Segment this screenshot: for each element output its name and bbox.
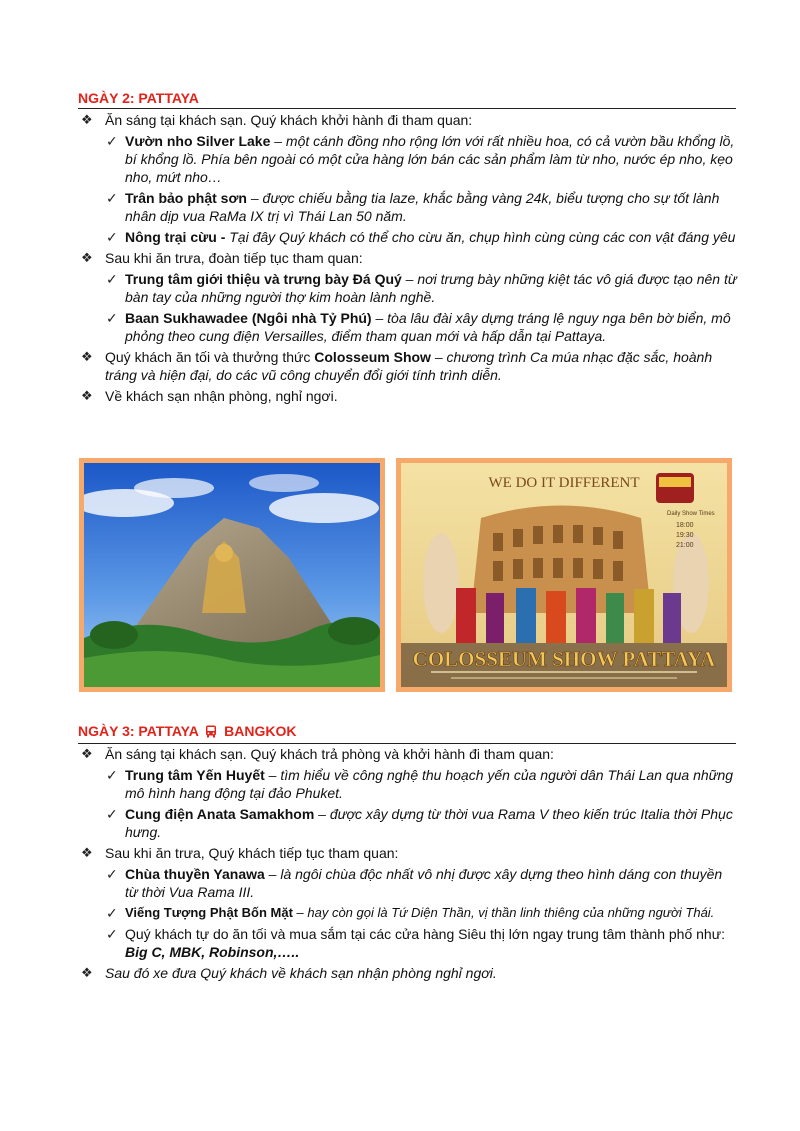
colosseum-show-poster xyxy=(396,458,732,692)
diamond-bullet-icon: ❖ xyxy=(81,349,93,364)
checkmark-icon: ✓ xyxy=(106,310,118,326)
list-item: ✓ Vườn nho Silver Lake – một cánh đồng nho rộng lớn với rất nhiều hoa, có cả vườn bầu khổng lồ, bí khổng lồ. Phía bên ngoài có một cửa hàng lớn bán các sản phẩm làm từ nho, nước ép nho, kẹo nho, mứt nho… xyxy=(106,133,735,185)
day2-heading: NGÀY 2: PATTAYA xyxy=(78,90,736,109)
bus-icon xyxy=(205,725,217,741)
checkmark-icon: ✓ xyxy=(106,926,118,942)
poster-tagline: WE DO IT DIFFERENT xyxy=(488,475,640,491)
list-item: ❖ Sau khi ăn trưa, Quý khách tiếp tục tham quan: xyxy=(81,845,399,861)
checkmark-icon: ✓ xyxy=(106,806,118,822)
list-item: ❖ Sau đó xe đưa Quý khách về khách sạn nhận phòng nghỉ ngơi. xyxy=(81,965,497,981)
checkmark-icon: ✓ xyxy=(106,133,118,149)
list-item: ✓ Viếng Tượng Phật Bốn Mặt – hay còn gọi là Tứ Diện Thần, vị thần linh thiêng của những người Thái. xyxy=(106,905,715,921)
checkmark-icon: ✓ xyxy=(106,271,118,287)
list-item: ❖ Sau khi ăn trưa, đoàn tiếp tục tham quan: xyxy=(81,250,363,266)
checkmark-icon: ✓ xyxy=(106,767,118,783)
checkmark-icon: ✓ xyxy=(106,905,118,921)
checkmark-icon: ✓ xyxy=(106,866,118,882)
day3-heading: NGÀY 3: PATTAYA BANGKOK xyxy=(78,723,736,744)
poster-times-label: Daily Show Times xyxy=(667,511,715,517)
poster-time: 18:00 xyxy=(676,522,694,529)
diamond-bullet-icon: ❖ xyxy=(81,250,93,265)
list-item: ✓ Cung điện Anata Samakhom – được xây dựng từ thời vua Rama V theo kiến trúc Italia thời Phục hưng. xyxy=(106,806,733,840)
list-item: ❖ Ăn sáng tại khách sạn. Quý khách khởi hành đi tham quan: xyxy=(81,112,473,128)
list-item: ❖ Quý khách ăn tối và thưởng thức Colosseum Show – chương trình Ca múa nhạc đặc sắc, hoành tráng và hiện đại, do các vũ công chuyển đổi giới tính trình diễn. xyxy=(81,349,713,383)
list-item: ✓ Chùa thuyền Yanawa – là ngôi chùa độc nhất vô nhị được xây dựng theo hình dáng con thuyền từ thời Vua Rama III. xyxy=(106,866,723,900)
day2-section xyxy=(78,111,738,408)
list-item: ✓ Baan Sukhawadee (Ngôi nhà Tỷ Phú) – tòa lâu đài xây dựng tráng lệ nguy nga bên bờ biển, mô phỏng theo cung điện Versailles, điểm tham quan mới và hấp dẫn tại Pattaya. xyxy=(106,310,731,344)
buddha-mountain-photo xyxy=(79,458,385,692)
diamond-bullet-icon: ❖ xyxy=(81,845,93,860)
diamond-bullet-icon: ❖ xyxy=(81,112,93,127)
day3-section xyxy=(78,745,738,985)
list-item: ✓ Nông trại cừu - Tại đây Quý khách có thể cho cừu ăn, chụp hình cùng cùng các con vật đáng yêu xyxy=(106,229,736,245)
poster-time: 21:00 xyxy=(676,542,694,549)
list-item: ✓ Trung tâm Yến Huyết – tìm hiểu về công nghệ thu hoạch yến của người dân Thái Lan qua những mô hình hang động tại đảo Phuket. xyxy=(106,767,734,801)
checkmark-icon: ✓ xyxy=(106,229,118,245)
poster-title: COLOSSEUM SHOW PATTAYA xyxy=(412,647,716,671)
diamond-bullet-icon: ❖ xyxy=(81,746,93,761)
diamond-bullet-icon: ❖ xyxy=(81,965,93,980)
checkmark-icon: ✓ xyxy=(106,190,118,206)
list-item: ✓ Trân bảo phật sơn – được chiếu bằng tia laze, khắc bằng vàng 24k, biểu tượng cho sự tốt lành nhân dịp vua RaMa IX trị vì Thái Lan 50 năm. xyxy=(106,190,720,224)
poster-time: 19:30 xyxy=(676,532,694,539)
list-item: ✓ Quý khách tự do ăn tối và mua sắm tại các cửa hàng Siêu thị lớn ngay trung tâm thành phố như: Big C, MBK, Robinson,….. xyxy=(106,926,725,960)
list-item: ✓ Trung tâm giới thiệu và trưng bày Đá Quý – nơi trưng bày những kiệt tác vô giá được tạo nên từ bàn tay của những người thợ kim hoàn lành nghề. xyxy=(106,271,737,305)
diamond-bullet-icon: ❖ xyxy=(81,388,93,403)
list-item: ❖ Ăn sáng tại khách sạn. Quý khách trả phòng và khởi hành đi tham quan: xyxy=(81,746,554,762)
list-item: ❖ Về khách sạn nhận phòng, nghỉ ngơi. xyxy=(81,388,338,404)
